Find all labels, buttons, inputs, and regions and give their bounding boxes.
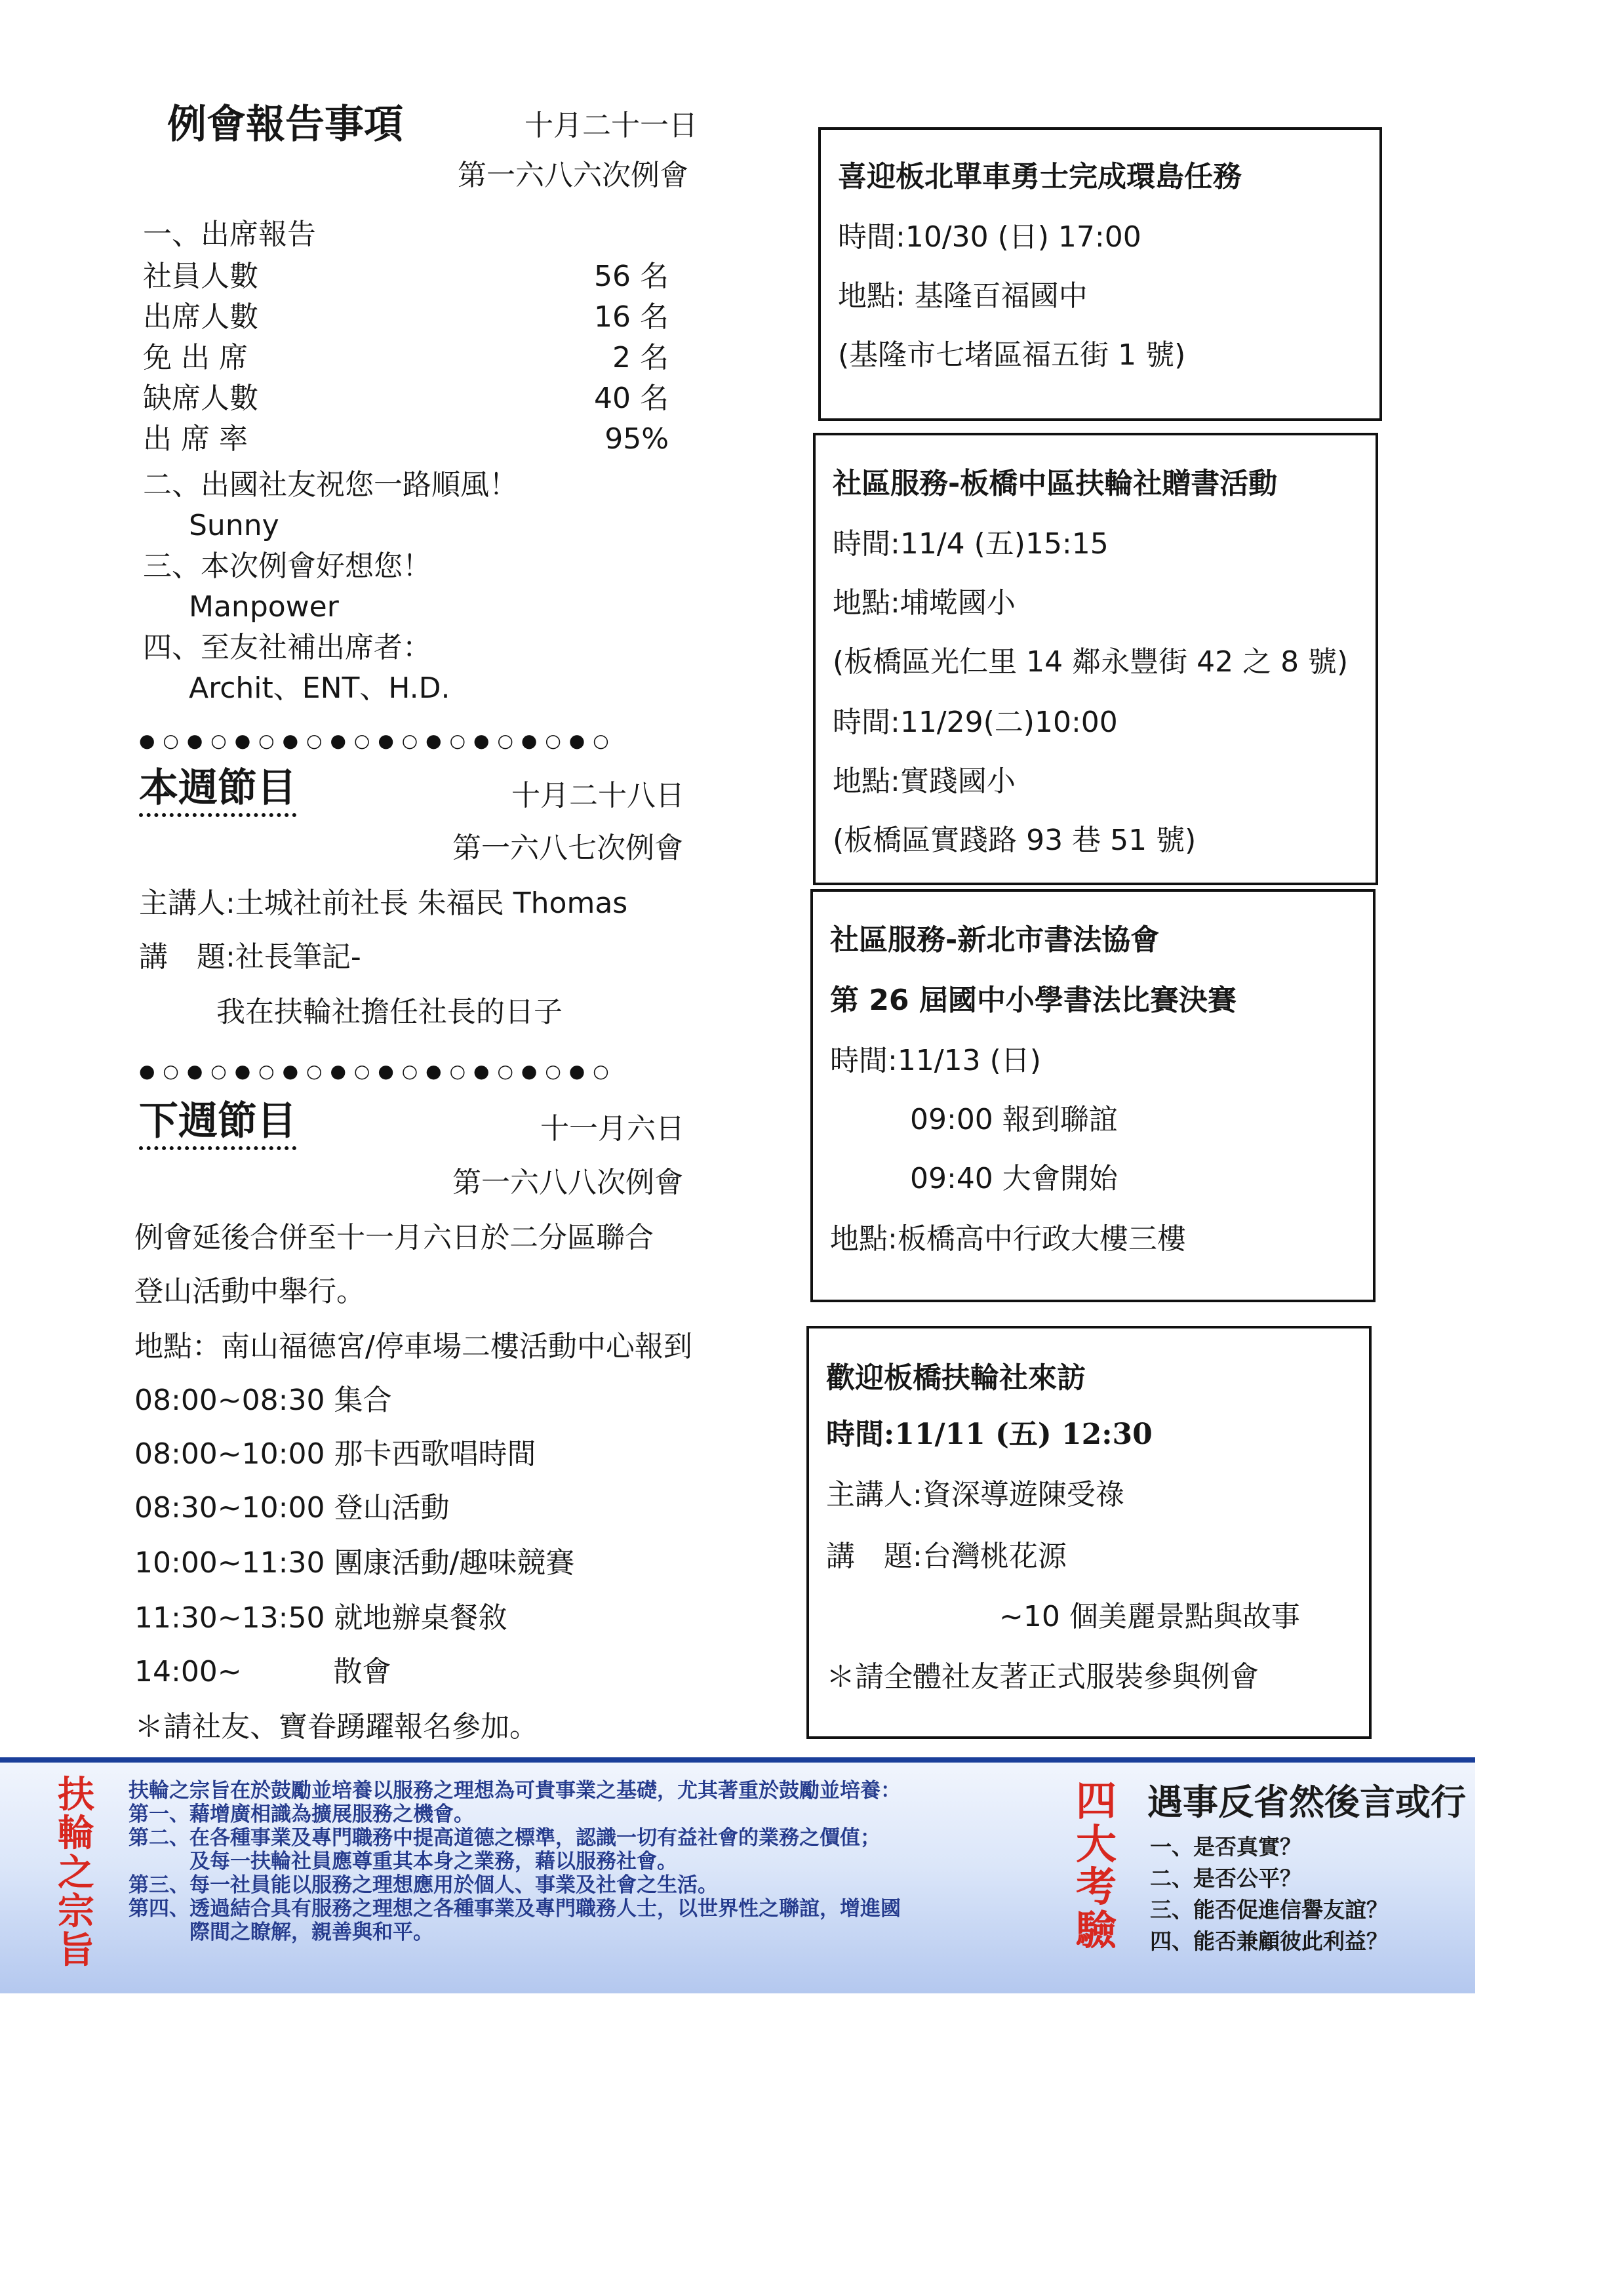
attendance-label: 出席人數	[143, 300, 258, 334]
separator: ●○●○●○●○●○●○●○●○●○●○	[139, 1060, 617, 1082]
test-question: 二、是否公平？	[1150, 1866, 1301, 1891]
miss-you-name: Manpower	[189, 590, 339, 624]
attendance-label: 出 席 率	[143, 422, 248, 456]
farewell-name: Sunny	[189, 509, 279, 542]
object-line: 扶輪之宗旨在於鼓勵並培養以服務之理想為可貴事業之基礎，尤其著重於鼓勵並培養：	[129, 1779, 901, 1803]
event-time: 時間:11/13 (日)	[830, 1044, 1041, 1077]
event-title: 歡迎板橋扶輪社來訪	[826, 1361, 1086, 1395]
event-place: 地點:板橋高中行政大樓三樓	[830, 1222, 1186, 1256]
event-place: 地點:實踐國小	[833, 765, 1016, 798]
attendance-label: 免 出 席	[143, 341, 248, 374]
event-place: 地點: 基隆百福國中	[838, 279, 1088, 313]
object-line: 及每一扶輪社員應尊重其本身之業務，藉以服務社會。	[129, 1850, 677, 1873]
attendance-value: 2 名	[612, 341, 669, 374]
test-question: 三、能否促進信譽友誼？	[1150, 1897, 1388, 1923]
event-subtopic: ~10 個美麗景點與故事	[999, 1600, 1300, 1633]
four-way-test-title: 四大考驗	[1075, 1777, 1117, 1955]
this-week-speaker: 主講人:土城社前社長 朱福民 Thomas	[139, 887, 628, 920]
schedule-item: 08:30~10:00 登山活動	[134, 1491, 450, 1525]
four-way-test-heading: 遇事反省然後言或行	[1147, 1782, 1466, 1823]
next-week-venue: 地點：南山福德宮/停車場二樓活動中心報到	[134, 1330, 692, 1363]
report-title: 例會報告事項	[167, 102, 403, 148]
event-schedule-item: 09:00 報到聯誼	[910, 1103, 1118, 1136]
schedule-item: 08:00~08:30 集合	[134, 1384, 392, 1417]
this-week-topic: 講 題:社長筆記-	[139, 940, 361, 974]
event-address: (板橋區光仁里 14 鄰永豐街 42 之 8 號)	[833, 645, 1349, 679]
next-week-line: 登山活動中舉行。	[134, 1275, 365, 1308]
schedule-item: 14:00~ 散會	[134, 1655, 391, 1688]
test-question: 一、是否真實？	[1150, 1834, 1301, 1860]
miss-you-heading: 三、本次例會好想您！	[143, 549, 431, 583]
event-time: 時間:11/11 (五) 12:30	[826, 1418, 1153, 1451]
this-week-title: 本週節目	[139, 768, 296, 817]
event-box-cycling	[818, 127, 1382, 421]
next-week-session: 第一六八八次例會	[452, 1166, 683, 1199]
makeup-heading: 四、至友社補出席者：	[143, 631, 431, 664]
event-schedule-item: 09:40 大會開始	[910, 1162, 1118, 1195]
event-title: 社區服務-新北市書法協會	[830, 923, 1160, 957]
event-box-visit	[806, 1326, 1372, 1739]
farewell-heading: 二、出國社友祝您一路順風！	[143, 468, 518, 502]
event-subtitle: 第 26 屆國中小學書法比賽決賽	[830, 984, 1237, 1017]
separator: ●○●○●○●○●○●○●○●○●○●○	[139, 730, 617, 751]
makeup-names: Archit、ENT、H.D.	[189, 671, 450, 705]
event-address: (基隆市七堵區福五街 1 號)	[838, 338, 1186, 372]
event-time: 時間:10/30 (日) 17:00	[838, 220, 1141, 254]
object-line: 第二、在各種事業及專門職務中提高道德之標準，認識一切有益社會的業務之價值；	[129, 1826, 881, 1850]
attendance-label: 社員人數	[143, 260, 258, 293]
report-date: 十月二十一日	[525, 109, 698, 142]
rotary-object-title: 扶輪之宗旨	[58, 1774, 94, 1972]
signup-note: ＊請社友、寶眷踴躍報名參加。	[134, 1710, 538, 1744]
schedule-item: 11:30~13:50 就地辦桌餐敘	[134, 1601, 507, 1635]
event-topic: 講 題:台灣桃花源	[826, 1540, 1067, 1573]
object-line: 第四、透過結合具有服務之理想之各種事業及專門職務人士，以世界性之聯誼，增進國	[129, 1897, 901, 1921]
schedule-item: 10:00~11:30 團康活動/趣味競賽	[134, 1546, 575, 1580]
banner-top-rule	[0, 1757, 1475, 1763]
schedule-item: 08:00~10:00 那卡西歌唱時間	[134, 1437, 536, 1471]
next-week-title: 下週節目	[139, 1102, 296, 1150]
next-week-line: 例會延後合併至十一月六日於二分區聯合	[134, 1221, 654, 1254]
event-time: 時間:11/4 (五)15:15	[833, 527, 1109, 561]
attendance-heading: 一、出席報告	[143, 218, 316, 251]
test-question: 四、能否兼顧彼此利益？	[1150, 1928, 1388, 1954]
attendance-value: 56 名	[594, 260, 669, 293]
object-line: 第一、藉增廣相識為擴展服務之機會。	[129, 1803, 474, 1826]
this-week-session: 第一六八七次例會	[452, 831, 683, 865]
event-address: (板橋區實踐路 93 巷 51 號)	[833, 824, 1197, 857]
attendance-value: 16 名	[594, 300, 669, 334]
attendance-value: 40 名	[594, 382, 669, 415]
next-week-date: 十一月六日	[540, 1112, 684, 1146]
attendance-label: 缺席人數	[143, 382, 258, 415]
event-time: 時間:11/29(二)10:00	[833, 706, 1118, 739]
event-title: 喜迎板北單車勇士完成環島任務	[838, 160, 1242, 193]
event-title: 社區服務-板橋中區扶輪社贈書活動	[833, 467, 1278, 500]
attendance-value: 95%	[604, 422, 669, 456]
event-box-book-donation	[813, 433, 1378, 885]
event-box-calligraphy	[810, 889, 1376, 1302]
report-session: 第一六八六次例會	[458, 159, 688, 192]
this-week-date: 十月二十八日	[511, 779, 684, 812]
object-line: 第三、每一社員能以服務之理想應用於個人、事業及社會之生活。	[129, 1873, 718, 1897]
object-line: 際間之瞭解，親善與和平。	[129, 1921, 433, 1944]
this-week-subtopic: 我在扶輪社擔任社長的日子	[216, 995, 563, 1029]
event-place: 地點:埔墘國小	[833, 586, 1016, 620]
event-speaker: 主講人:資深導遊陳受祿	[826, 1478, 1124, 1511]
event-note: ＊請全體社友著正式服裝參與例會	[826, 1660, 1259, 1694]
